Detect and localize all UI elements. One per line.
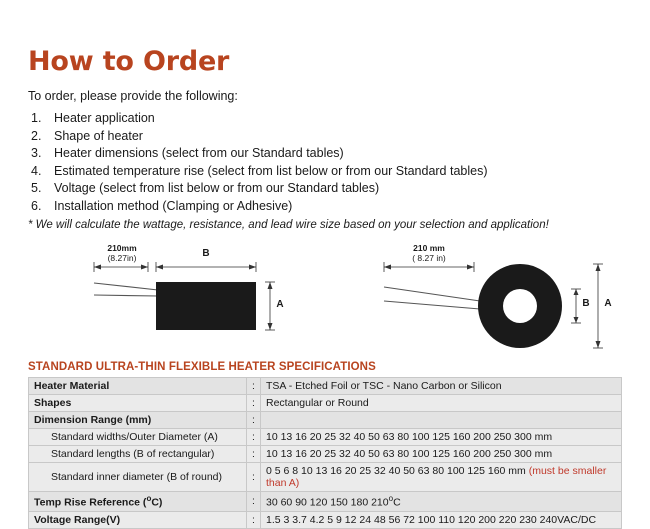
- row-value: TSA - Etched Foil or TSC - Nano Carbon or Silicon: [261, 378, 622, 395]
- row-label-superscript: o: [146, 494, 152, 503]
- row-colon: :: [247, 446, 261, 463]
- table-row: [29, 492, 622, 512]
- row-value-text: 0 5 6 8 10 13 16 20 25 32 40 50 63 80 100 125 160 mm: [266, 465, 526, 477]
- round-heater-diagram: [368, 243, 648, 355]
- row-colon: :: [247, 463, 261, 492]
- list-item-number: 2.: [31, 128, 42, 143]
- list-item-number: 3.: [31, 146, 42, 160]
- list-item: [28, 110, 622, 128]
- list-item-label: Voltage (select from list below or from our Standard tables): [54, 181, 380, 195]
- row-label: Standard inner diameter (B of round): [29, 463, 247, 492]
- row-label: Voltage Range(V): [29, 511, 247, 528]
- list-item: [28, 145, 622, 163]
- table-row: [29, 412, 622, 429]
- list-item: [28, 163, 622, 181]
- specifications-table: [28, 377, 622, 529]
- row-value: 1.5 3 3.7 4.2 5 9 12 24 48 56 72 100 110 120 200 220 230 240VAC/DC: [261, 511, 622, 528]
- diagram-area: [28, 243, 622, 355]
- row-colon: :: [247, 429, 261, 446]
- list-item: [28, 128, 622, 146]
- round-lead-length-label: 210 mm ( 8.27 in): [412, 243, 446, 263]
- table-row: [29, 378, 622, 395]
- list-item-number: 5.: [31, 181, 42, 195]
- row-colon: :: [247, 395, 261, 412]
- list-item: [28, 180, 622, 198]
- row-value-warning: (must be smaller than A): [266, 465, 607, 489]
- list-item-label: Heater dimensions (select from our Standard tables): [54, 146, 344, 160]
- list-item-number: 1.: [31, 111, 42, 125]
- rect-width-label: B: [202, 248, 210, 259]
- row-value: [261, 463, 622, 492]
- rectangular-heater-diagram: [70, 243, 330, 355]
- rect-height-label: A: [276, 299, 284, 310]
- row-label: Standard lengths (B of rectangular): [29, 446, 247, 463]
- row-label: Heater Material: [29, 378, 247, 395]
- table-row: [29, 429, 622, 446]
- row-value-tail: C: [393, 496, 401, 509]
- table-row: [29, 395, 622, 412]
- note-text: * We will calculate the wattage, resistance, and lead wire size based on your selection and application!: [28, 219, 549, 231]
- table-row: [29, 463, 622, 492]
- list-item-label: Installation method (Clamping or Adhesive): [54, 198, 293, 213]
- row-colon: :: [247, 492, 261, 512]
- order-steps-list: [28, 110, 622, 215]
- list-item-number: 6.: [31, 198, 42, 213]
- row-value-text: 30 60 90 120 150 180 210: [266, 496, 389, 509]
- round-outer-diameter-label: A: [604, 298, 612, 309]
- row-label: Standard widths/Outer Diameter (A): [29, 429, 247, 446]
- list-item-number: 4.: [31, 163, 42, 178]
- spec-table-title: STANDARD ULTRA-THIN FLEXIBLE HEATER SPECIFICATIONS: [28, 361, 376, 373]
- row-label: Shapes: [29, 395, 247, 412]
- row-value: 10 13 16 20 25 32 40 50 63 80 100 125 160 200 250 300 mm: [261, 429, 622, 446]
- row-label: [29, 492, 247, 512]
- row-colon: :: [247, 378, 261, 395]
- rect-lead-length-label: 210mm (8.27in): [107, 243, 137, 263]
- table-row: [29, 511, 622, 528]
- row-label-tail: C): [151, 496, 163, 509]
- row-value: Rectangular or Round: [261, 395, 622, 412]
- intro-text: To order, please provide the following:: [28, 89, 238, 103]
- row-label-text: Temp Rise Reference (: [34, 496, 147, 509]
- page-title: How to Order: [28, 46, 230, 77]
- row-colon: :: [247, 412, 261, 429]
- row-value: [261, 412, 622, 429]
- row-label: Dimension Range (mm): [29, 412, 247, 429]
- table-row: [29, 446, 622, 463]
- list-item-label: Shape of heater: [54, 128, 143, 143]
- list-item: [28, 198, 622, 216]
- row-value: [261, 492, 622, 512]
- list-item-label: Heater application: [54, 111, 155, 125]
- row-colon: :: [247, 511, 261, 528]
- row-value-superscript: o: [388, 494, 394, 503]
- round-inner-diameter-label: B: [582, 298, 590, 309]
- row-value: 10 13 16 20 25 32 40 50 63 80 100 125 160 200 250 300 mm: [261, 446, 622, 463]
- list-item-label: Estimated temperature rise (select from list below or from our Standard tables): [54, 163, 488, 178]
